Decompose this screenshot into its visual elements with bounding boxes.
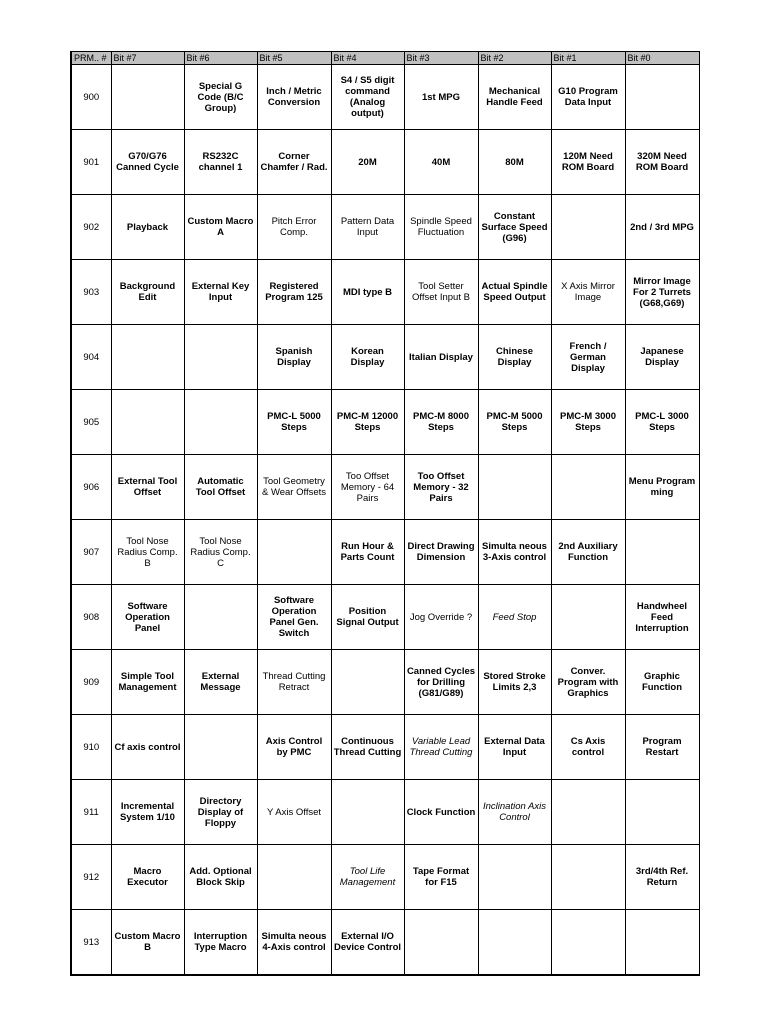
parameter-bit-table: [70, 51, 698, 972]
bit-7-cell: Simple Tool Management: [111, 650, 184, 715]
prm-number: 908: [71, 585, 111, 650]
bit-1-cell: Cs Axis control: [551, 715, 625, 780]
header-bit-7: Bit #7: [111, 52, 184, 65]
bit-1-cell: [551, 910, 625, 976]
prm-number: 902: [71, 195, 111, 260]
bit-6-cell: Automatic Tool Offset: [184, 455, 257, 520]
bit-0-cell: Program Restart: [625, 715, 699, 780]
bit-4-cell: MDI type B: [331, 260, 404, 325]
bit-6-cell: Add. Optional Block Skip: [184, 845, 257, 910]
table-row: [71, 390, 699, 455]
bit-4-cell: Too Offset Memory - 64 Pairs: [331, 455, 404, 520]
bit-1-cell: 120M Need ROM Board: [551, 130, 625, 195]
bit-6-cell: Custom Macro A: [184, 195, 257, 260]
bit-3-cell: Tool Setter Offset Input B: [404, 260, 478, 325]
header-bit-1: Bit #1: [551, 52, 625, 65]
header-bit-4: Bit #4: [331, 52, 404, 65]
bit-5-cell: Y Axis Offset: [257, 780, 331, 845]
parameter-table: [70, 51, 700, 976]
bit-0-cell: Mirror Image For 2 Turrets (G68,G69): [625, 260, 699, 325]
table-row: [71, 65, 699, 130]
bit-6-cell: External Key Input: [184, 260, 257, 325]
prm-number: 903: [71, 260, 111, 325]
bit-2-cell: Stored Stroke Limits 2,3: [478, 650, 551, 715]
bit-2-cell: [478, 845, 551, 910]
bit-1-cell: [551, 585, 625, 650]
bit-5-cell: Simulta neous 4-Axis control: [257, 910, 331, 976]
bit-4-cell: Continuous Thread Cutting: [331, 715, 404, 780]
bit-5-cell: [257, 520, 331, 585]
header-prm: PRM.. #: [71, 52, 111, 65]
table-row: [71, 715, 699, 780]
bit-3-cell: 40M: [404, 130, 478, 195]
bit-1-cell: PMC-M 3000 Steps: [551, 390, 625, 455]
bit-7-cell: [111, 65, 184, 130]
bit-4-cell: Position Signal Output: [331, 585, 404, 650]
table-row: [71, 325, 699, 390]
bit-5-cell: Thread Cutting Retract: [257, 650, 331, 715]
table-body: [71, 65, 699, 976]
table-row: [71, 845, 699, 910]
bit-1-cell: [551, 780, 625, 845]
bit-7-cell: Playback: [111, 195, 184, 260]
table-row: [71, 260, 699, 325]
bit-3-cell: [404, 910, 478, 976]
bit-3-cell: Canned Cycles for Drilling (G81/G89): [404, 650, 478, 715]
bit-3-cell: Direct Drawing Dimension: [404, 520, 478, 585]
prm-number: 904: [71, 325, 111, 390]
table-row: [71, 780, 699, 845]
bit-1-cell: G10 Program Data Input: [551, 65, 625, 130]
bit-5-cell: Registered Program 125: [257, 260, 331, 325]
bit-7-cell: [111, 325, 184, 390]
prm-number: 909: [71, 650, 111, 715]
bit-7-cell: G70/G76 Canned Cycle: [111, 130, 184, 195]
bit-1-cell: Conver. Program with Graphics: [551, 650, 625, 715]
bit-0-cell: PMC-L 3000 Steps: [625, 390, 699, 455]
table-row: [71, 130, 699, 195]
bit-2-cell: Inclination Axis Control: [478, 780, 551, 845]
bit-5-cell: Software Operation Panel Gen. Switch: [257, 585, 331, 650]
bit-2-cell: Mechanical Handle Feed: [478, 65, 551, 130]
bit-1-cell: French / German Display: [551, 325, 625, 390]
header-bit-3: Bit #3: [404, 52, 478, 65]
bit-3-cell: Tape Format for F15: [404, 845, 478, 910]
bit-6-cell: [184, 715, 257, 780]
bit-6-cell: [184, 390, 257, 455]
prm-number: 913: [71, 910, 111, 976]
bit-3-cell: Variable Lead Thread Cutting: [404, 715, 478, 780]
prm-number: 910: [71, 715, 111, 780]
prm-number: 900: [71, 65, 111, 130]
bit-1-cell: [551, 455, 625, 520]
header-bit-5: Bit #5: [257, 52, 331, 65]
bit-7-cell: Background Edit: [111, 260, 184, 325]
bit-6-cell: [184, 585, 257, 650]
bit-3-cell: Spindle Speed Fluctuation: [404, 195, 478, 260]
header-bit-0: Bit #0: [625, 52, 699, 65]
bit-0-cell: Japanese Display: [625, 325, 699, 390]
bit-5-cell: PMC-L 5000 Steps: [257, 390, 331, 455]
bit-6-cell: [184, 325, 257, 390]
bit-2-cell: Feed Stop: [478, 585, 551, 650]
bit-6-cell: RS232C channel 1: [184, 130, 257, 195]
bit-5-cell: Pitch Error Comp.: [257, 195, 331, 260]
header-bit-2: Bit #2: [478, 52, 551, 65]
bit-4-cell: S4 / S5 digit command (Analog output): [331, 65, 404, 130]
bit-3-cell: Too Offset Memory - 32 Pairs: [404, 455, 478, 520]
bit-5-cell: [257, 845, 331, 910]
bit-2-cell: PMC-M 5000 Steps: [478, 390, 551, 455]
bit-3-cell: 1st MPG: [404, 65, 478, 130]
prm-number: 907: [71, 520, 111, 585]
table-row: [71, 455, 699, 520]
bit-2-cell: External Data Input: [478, 715, 551, 780]
header-row: [71, 52, 699, 65]
bit-6-cell: Interruption Type Macro: [184, 910, 257, 976]
header-bit-6: Bit #6: [184, 52, 257, 65]
bit-0-cell: [625, 910, 699, 976]
prm-number: 905: [71, 390, 111, 455]
table-row: [71, 585, 699, 650]
prm-number: 906: [71, 455, 111, 520]
bit-4-cell: Tool Life Management: [331, 845, 404, 910]
bit-4-cell: Korean Display: [331, 325, 404, 390]
prm-number: 911: [71, 780, 111, 845]
bit-0-cell: Graphic Function: [625, 650, 699, 715]
bit-2-cell: Simulta neous 3-Axis control: [478, 520, 551, 585]
bit-0-cell: 3rd/4th Ref. Return: [625, 845, 699, 910]
bit-2-cell: [478, 910, 551, 976]
bit-2-cell: [478, 455, 551, 520]
bit-0-cell: 2nd / 3rd MPG: [625, 195, 699, 260]
bit-1-cell: 2nd Auxiliary Function: [551, 520, 625, 585]
bit-5-cell: Axis Control by PMC: [257, 715, 331, 780]
bit-2-cell: Chinese Display: [478, 325, 551, 390]
bit-7-cell: [111, 390, 184, 455]
bit-7-cell: Tool Nose Radius Comp. B: [111, 520, 184, 585]
bit-4-cell: [331, 780, 404, 845]
bit-4-cell: PMC-M 12000 Steps: [331, 390, 404, 455]
bit-5-cell: Corner Chamfer / Rad.: [257, 130, 331, 195]
bit-2-cell: Constant Surface Speed (G96): [478, 195, 551, 260]
bit-7-cell: Cf axis control: [111, 715, 184, 780]
bit-0-cell: [625, 780, 699, 845]
bit-2-cell: 80M: [478, 130, 551, 195]
bit-3-cell: Jog Override ?: [404, 585, 478, 650]
bit-6-cell: External Message: [184, 650, 257, 715]
bit-2-cell: Actual Spindle Speed Output: [478, 260, 551, 325]
bit-6-cell: Tool Nose Radius Comp. C: [184, 520, 257, 585]
bit-7-cell: Custom Macro B: [111, 910, 184, 976]
bit-4-cell: External I/O Device Control: [331, 910, 404, 976]
bit-5-cell: Tool Geometry & Wear Offsets: [257, 455, 331, 520]
bit-1-cell: X Axis Mirror Image: [551, 260, 625, 325]
bit-7-cell: External Tool Offset: [111, 455, 184, 520]
prm-number: 901: [71, 130, 111, 195]
bit-4-cell: Run Hour & Parts Count: [331, 520, 404, 585]
bit-4-cell: Pattern Data Input: [331, 195, 404, 260]
bit-6-cell: Directory Display of Floppy: [184, 780, 257, 845]
table-row: [71, 195, 699, 260]
bit-7-cell: Macro Executor: [111, 845, 184, 910]
bit-4-cell: [331, 650, 404, 715]
bit-5-cell: Inch / Metric Conversion: [257, 65, 331, 130]
bit-0-cell: 320M Need ROM Board: [625, 130, 699, 195]
bit-3-cell: Clock Function: [404, 780, 478, 845]
prm-number: 912: [71, 845, 111, 910]
table-row: [71, 650, 699, 715]
bit-1-cell: [551, 195, 625, 260]
bit-5-cell: Spanish Display: [257, 325, 331, 390]
bit-6-cell: Special G Code (B/C Group): [184, 65, 257, 130]
table-row: [71, 520, 699, 585]
bit-0-cell: Handwheel Feed Interruption: [625, 585, 699, 650]
bit-7-cell: Software Operation Panel: [111, 585, 184, 650]
bit-0-cell: [625, 65, 699, 130]
bit-3-cell: PMC-M 8000 Steps: [404, 390, 478, 455]
bit-7-cell: Incremental System 1/10: [111, 780, 184, 845]
table-row: [71, 910, 699, 976]
bit-3-cell: Italian Display: [404, 325, 478, 390]
bit-4-cell: 20M: [331, 130, 404, 195]
bit-0-cell: Menu Program ming: [625, 455, 699, 520]
bit-0-cell: [625, 520, 699, 585]
bit-1-cell: [551, 845, 625, 910]
